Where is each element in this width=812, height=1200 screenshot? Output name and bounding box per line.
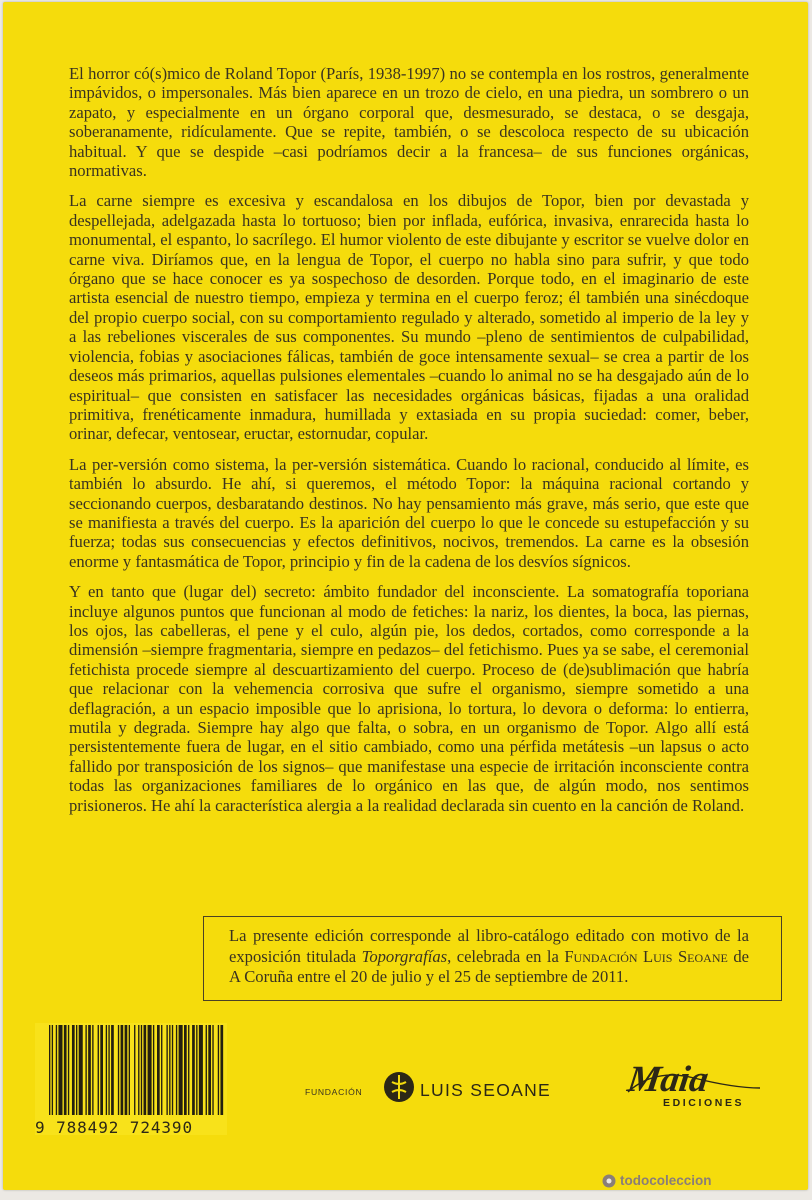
edition-note xyxy=(229,926,749,988)
barcode-bar xyxy=(199,1025,203,1115)
barcode-bar xyxy=(49,1025,50,1115)
barcode-bar xyxy=(118,1025,119,1115)
barcode-bar xyxy=(76,1025,77,1115)
barcode-bar xyxy=(169,1025,170,1115)
barcode-bar xyxy=(161,1025,162,1115)
barcode-bar xyxy=(56,1025,57,1115)
barcode-bar xyxy=(129,1025,130,1115)
barcode-bar xyxy=(144,1025,147,1115)
barcode-bar xyxy=(148,1025,152,1115)
paragraph-3: La per-versión como sistema, la per-versión sistemática. Cuando lo racional, conducido al límite, es también lo absurdo. He ahí, si queremos, el método Topor: la máquina racional cortando y seccionando cuerpos, desbaratando destinos. No hay pensamiento más grave, más serio, que este que se manifiesta a través del cuerpo. Es la aparición del cuerpo lo que le concede su estupefacción y su fuerza; todas sus consecuencias y efectos definitivos, nocivos, tremendos. La carne es la obsesión enorme y fantasmática de Topor, principio y fin de la cadena de los desvíos sígnicos. xyxy=(69,454,749,571)
barcode-bar xyxy=(134,1025,135,1115)
barcode-bar xyxy=(206,1025,207,1115)
barcode-bar xyxy=(58,1025,62,1115)
edition-note-part2: , celebrada en la xyxy=(447,946,565,966)
barcode-bar xyxy=(176,1025,177,1115)
foundation-name: LUIS SEOANE xyxy=(420,1080,552,1100)
foundation-emblem-icon xyxy=(382,1070,416,1104)
barcode-bar xyxy=(98,1025,99,1115)
barcode-bar xyxy=(92,1025,93,1115)
barcode-bar xyxy=(111,1025,114,1115)
barcode-bar xyxy=(184,1025,187,1115)
barcode-bars xyxy=(35,1023,227,1119)
barcode-bar xyxy=(218,1025,219,1115)
synopsis-text xyxy=(69,64,749,826)
barcode-bar xyxy=(138,1025,139,1115)
edition-note-part3: de A Coruña entre el 20 de julio y el 25 de septiembre de 2011. xyxy=(229,946,749,986)
publisher-subtitle: EDICIONES xyxy=(663,1097,745,1109)
barcode-bar xyxy=(220,1025,223,1115)
barcode-bar xyxy=(188,1025,189,1115)
barcode-bar xyxy=(179,1025,183,1115)
watermark-icon xyxy=(601,1173,617,1189)
watermark-text: todocoleccion xyxy=(620,1173,712,1188)
barcode-bar xyxy=(52,1025,53,1115)
publisher-logo: Maia xyxy=(625,1059,712,1100)
exhibition-title: Toporgrafías xyxy=(361,946,448,966)
barcode-bar xyxy=(106,1025,107,1115)
barcode-bar xyxy=(192,1025,195,1115)
paragraph-2: La carne siempre es excesiva y escandalosa en los dibujos de Topor, bien por devastada y despellejada, adelgazada hasta lo tortuoso; bien por inflada, eufórica, invasiva, enrarecida hasta lo monumental, el espanto, lo sacrílego. El humor violento de este dibujante y escritor se vuelve dolor en carne viva. Diríamos que, en la lengua de Topor, el cuerpo no habla sino para sufrir, y que todo órgano que se hace conocer es ya sospechoso de desorden. Porque todo, en el imaginario de este artista esencial de nuestro tiempo, empieza y termina en el cuerpo feroz; él también una sinécdoque del propio cuerpo social, con su comportamiento regulado y alterado, sometido al imperio de la ley y a las rebeliones viscerales de sus componentes. Su mundo –pleno de sentimientos de culpabilidad, violencia, fobias y asociaciones fálicas, también de goce intensamente sexual– se crea a partir de los deseos más primarios, aquellas pulsiones elementales –cuando lo animal no se ha desgajado aún de lo espiritual– que consisten en satisfacer las necesidades orgánicas básicas, fijadas a una oralidad primitiva, frenéticamente inmadura, humillada y extasiada en su propia suciedad: comer, beber, orinar, defecar, ventosear, eructar, estornudar, copular. xyxy=(69,191,749,444)
barcode-bar xyxy=(79,1025,83,1115)
barcode-bar xyxy=(172,1025,173,1115)
barcode-bar xyxy=(64,1025,67,1115)
barcode-bar xyxy=(196,1025,197,1115)
barcode-bar xyxy=(68,1025,69,1115)
barcode-bar xyxy=(153,1025,154,1115)
barcode-bar xyxy=(208,1025,211,1115)
isbn-number: 9 788492 724390 xyxy=(35,1118,193,1137)
barcode-bar xyxy=(125,1025,128,1115)
paragraph-1: El horror có(s)mico de Roland Topor (París, 1938-1997) no se contempla en los rostros, generalmente impávidos, o impersonales. Más bien aparece en un trozo de cielo, en una piedra, un sombrero o un zapato, y especialmente en un órgano corporal que, desmesurado, se destaca, o se desgaja, soberanamente, ridículamente. Que se repite, también, o se descoloca respecto de su ubicación habitual. Y que se despide –casi podríamos decir a la francesa– de sus funciones orgánicas, normativas. xyxy=(69,64,749,181)
barcode-bar xyxy=(157,1025,160,1115)
barcode-bar xyxy=(72,1025,75,1115)
foundation-name-inline: Fundación Luis Seoane xyxy=(564,946,728,966)
barcode-bar xyxy=(166,1025,167,1115)
edition-note-part1: La presente edición corresponde al libro-catálogo editado con motivo de la exposición titulada xyxy=(229,926,749,966)
paragraph-4: Y en tanto que (lugar del) secreto: ámbito fundador del inconsciente. La somatografía toporiana incluye algunos puntos que funcionan al modo de fetiches: la nariz, los dientes, la boca, las piernas, los ojos, las cabelleras, el pene y el culo, algún pie, los dedos, cortados, como corresponde a la dimensión –siempre fragmentaria, siempre en pedazos– del fetichismo. Pues ya se sabe, el ceremonial fetichista procede siempre al descuartizamiento del cuerpo. Proceso de (de)sublimación que habría que relacionar con la vehemencia corrosiva que sufre el organismo, siempre sometido a una deflagración, a un espacio imposible que lo aprisiona, lo tortura, lo devora o deforma: lo entierra, mutila y degrada. Siempre hay algo que falta, o sobra, en un organismo de Topor. Algo allí está persistentemente fuera de lugar, en el sitio cambiado, como una pérfida metátesis –un lapsus o acto fallido por transposición de los signos– que manifestase una especie de irritación inconsciente contra todas las organizaciones familiares de lo orgánico en las que, de algún modo, nos sentimos prisioneros. He ahí la característica alergia a la realidad declarada sin cuento en la canción de Roland. xyxy=(69,582,749,815)
isbn-barcode xyxy=(35,1023,227,1135)
barcode-bar xyxy=(108,1025,109,1115)
foundation-prefix: FUNDACIÓN xyxy=(305,1087,363,1097)
barcode-bar xyxy=(141,1025,142,1115)
barcode-bar xyxy=(100,1025,103,1115)
barcode-bar xyxy=(212,1025,213,1115)
barcode-bar xyxy=(88,1025,91,1115)
barcode-bar xyxy=(85,1025,86,1115)
barcode-bar xyxy=(121,1025,124,1115)
